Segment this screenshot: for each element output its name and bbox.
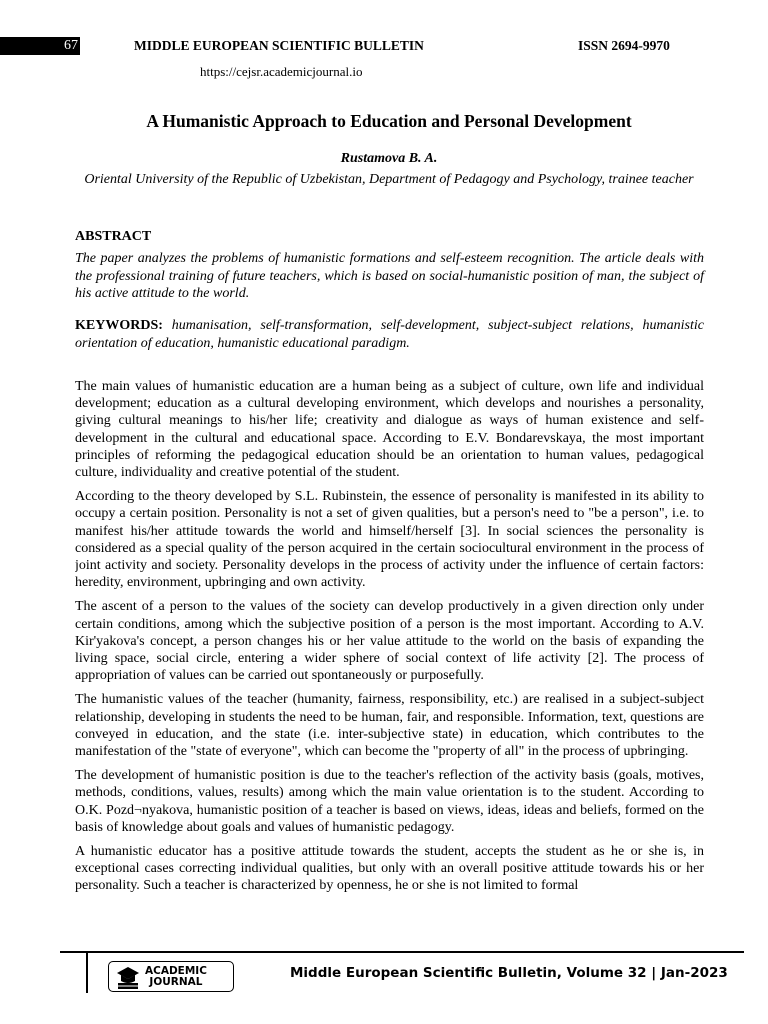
abstract-text: The paper analyzes the problems of humanistic formations and self-esteem recognition. The article deals with the professional training of future teachers, which is based on social-humanistic position of man, the subject of his active attitude to the world. (75, 251, 704, 301)
keywords-label: KEYWORDS: (75, 318, 163, 333)
logo-line-1: ACADEMIC (145, 964, 207, 977)
body-paragraph: The humanistic values of the teacher (humanity, fairness, responsibility, etc.) are realised in a subject-subject relationship, developing in students the need to be human, fair, and responsible. Information, text, questions are conveyed in education, and the state (i.e. inter-subjective state) in education, which contributes to the manifestation of the "state of everyone", which can become the "property of all" in the process of upbringing. (75, 692, 704, 760)
article-title: A Humanistic Approach to Education and Personal Development (146, 111, 632, 131)
books-icon (115, 964, 141, 990)
journal-url[interactable]: https://cejsr.academicjournal.io (200, 64, 363, 79)
page-number: 67 (64, 38, 78, 53)
journal-name: MIDDLE EUROPEAN SCIENTIFIC BULLETIN (134, 38, 424, 53)
body-paragraph: According to the theory developed by S.L. Rubinstein, the essence of personality is manifested in its ability to occupy a certain position. Personality is not a set of given qualities, but a person's need to "be a person", i.e. to manifest his/her attitude towards the world and himself/herself [3]. In social sciences the personality is considered as a special quality of the person acquired in the certain sociocultural environment in the process of joint activity and society. Personality develops in the process of activity under the influence of certain factors: heredity, environment, upbringing and own activity. (75, 489, 704, 591)
article-body (75, 378, 704, 926)
academic-journal-logo (108, 961, 234, 992)
footer-vertical-divider (86, 953, 88, 993)
footer-divider (60, 951, 744, 953)
body-paragraph: The development of humanistic position is due to the teacher's reflection of the activity basis (goals, motives, methods, conditions, values, results) among which the main value orientation is to the student. According to O.K. Pozd¬nyakova, humanistic position of a teacher is based on views, ideas, ideas and beliefs, formed on the basis of knowledge about goals and values of humanistic pedagogy. (75, 768, 704, 835)
logo-wordmark (145, 966, 207, 988)
keywords (75, 317, 704, 352)
logo-line-2: JOURNAL (149, 975, 203, 988)
abstract-heading: ABSTRACT (75, 229, 152, 244)
body-paragraph: A humanistic educator has a positive attitude towards the student, accepts the student as he or she is, in exceptional cases correcting individual qualities, but only with an overall positive attitude towards his or her personality. Such a teacher is characterized by openness, he or she is not limited to formal (75, 844, 704, 894)
body-paragraph: The ascent of a person to the values of the society can develop productively in a given direction only under certain conditions, among which the subjective position of a person is the most important. According to A.V. Kir'yakova's concept, a person changes his or her value attitude to the world on the basis of expanding the living space, social circle, entering a wider sphere of social context of life activity [2]. The process of appropriation of values can be carried out spontaneously or purposefully. (75, 599, 704, 684)
author-name: Rustamova B. A. (340, 151, 438, 166)
issn: ISSN 2694-9970 (578, 38, 670, 53)
author-affiliation: Oriental University of the Republic of Uzbekistan, Department of Pedagogy and Psychology, trainee teacher (84, 172, 694, 187)
body-paragraph: The main values of humanistic education are a human being as a subject of culture, own life and individual development; education as a cultural developing environment, which develops and nourishes a personality, giving cultural meanings to his/her life; creativity and dialogue as ways of human existence and self-development in the cultural and educational space. According to E.V. Bondarevskaya, the most important principles of reforming the pedagogical education should be an orientation to human values, pedagogical culture, individuality and creative potential of the student. (75, 379, 704, 481)
footer-citation: Middle European Scientific Bulletin, Volume 32 | Jan-2023 (290, 965, 728, 981)
keywords-text: humanisation, self-transformation, self-development, subject-subject relations, humanistic orientation of education, humanistic educational paradigm. (75, 318, 704, 351)
